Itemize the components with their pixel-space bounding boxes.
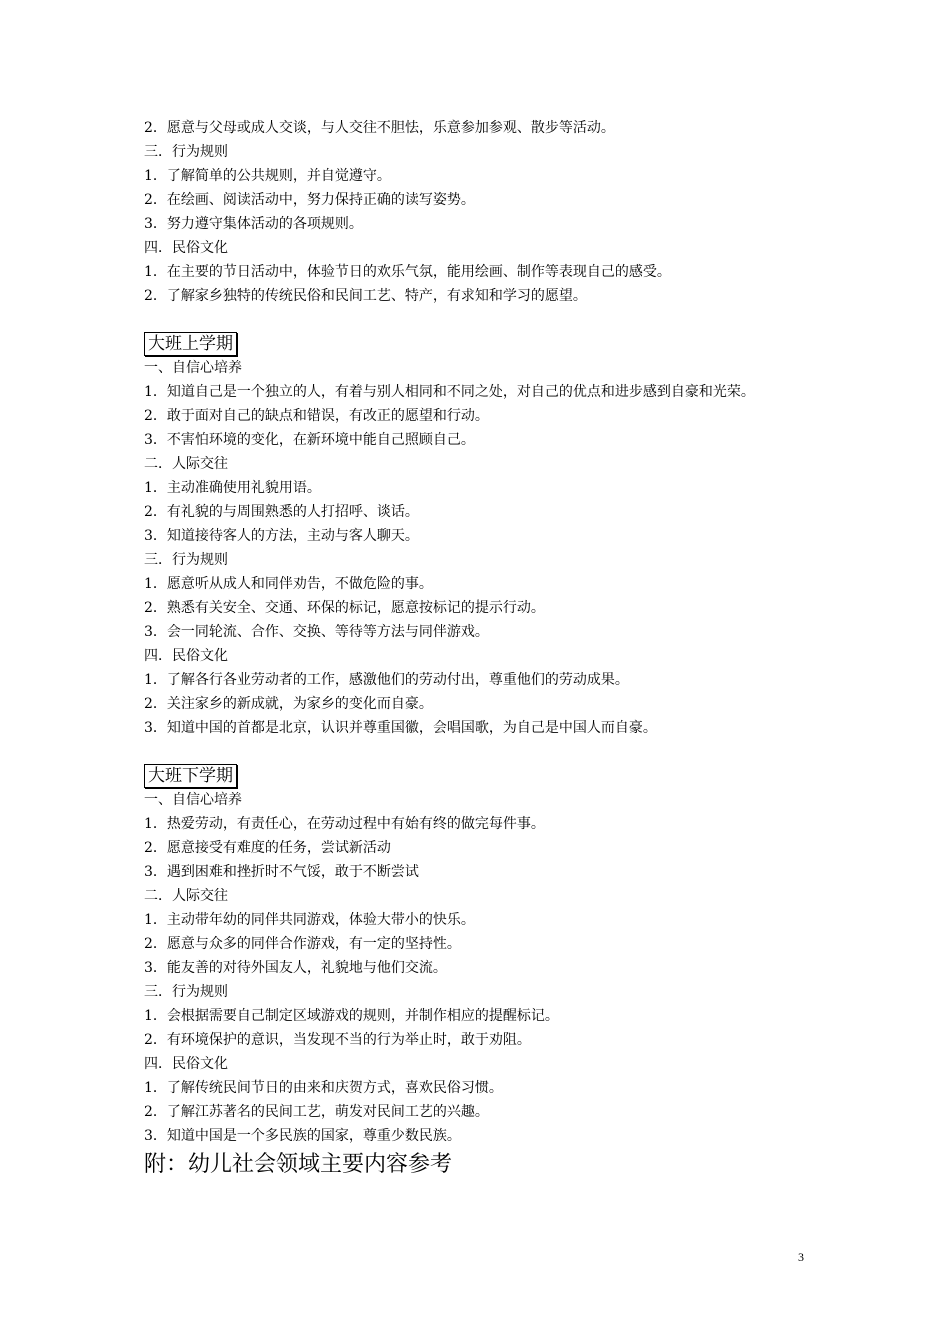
text-line: 1．主动带年幼的同伴共同游戏，体验大带小的快乐。: [144, 912, 475, 928]
text-line: 2．熟悉有关安全、交通、环保的标记，愿意按标记的提示行动。: [144, 600, 545, 616]
page-content: [144, 116, 824, 1182]
text-line: 2．了解家乡独特的传统民俗和民间工艺、特产，有求知和学习的愿望。: [144, 288, 587, 304]
page-number: 3: [798, 1250, 804, 1264]
text-line: 2．有礼貌的与周围熟悉的人打招呼、谈话。: [144, 504, 419, 520]
section-heading: 三．行为规则: [144, 984, 228, 1000]
text-line: 1．热爱劳动，有责任心，在劳动过程中有始有终的做完每件事。: [144, 816, 545, 832]
term-heading-row: [144, 330, 824, 356]
spacer: [144, 740, 824, 762]
text-line: 3．知道接待客人的方法，主动与客人聊天。: [144, 528, 419, 544]
text-line: 1．了解简单的公共规则，并自觉遵守。: [144, 168, 391, 184]
section-heading: 一、自信心培养: [144, 360, 242, 376]
text-line: 1．会根据需要自己制定区域游戏的规则，并制作相应的提醒标记。: [144, 1008, 559, 1024]
text-line: 3．努力遵守集体活动的各项规则。: [144, 216, 363, 232]
text-line: 2．有环境保护的意识，当发现不当的行为举止时，敢于劝阻。: [144, 1032, 531, 1048]
text-line: 3．遇到困难和挫折时不气馁，敢于不断尝试: [144, 864, 419, 880]
section-heading: 一、自信心培养: [144, 792, 242, 808]
spacer: [144, 308, 824, 330]
section-heading: 三．行为规则: [144, 552, 228, 568]
intro-section: [144, 116, 824, 308]
text-line: 3．知道中国的首都是北京，认识并尊重国徽，会唱国歌，为自己是中国人而自豪。: [144, 720, 657, 736]
text-line: 2．敢于面对自己的缺点和错误，有改正的愿望和行动。: [144, 408, 489, 424]
text-line: 3．知道中国是一个多民族的国家，尊重少数民族。: [144, 1128, 461, 1144]
text-line: 3．会一同轮流、合作、交换、等待等方法与同伴游戏。: [144, 624, 489, 640]
text-line: 1．知道自己是一个独立的人，有着与别人相同和不同之处，对自己的优点和进步感到自豪和光荣。: [144, 384, 755, 400]
text-line: 1．主动准确使用礼貌用语。: [144, 480, 321, 496]
text-line: 2．愿意接受有难度的任务，尝试新活动: [144, 840, 391, 856]
text-line: 2．愿意与父母或成人交谈，与人交往不胆怯，乐意参加参观、散步等活动。: [144, 120, 615, 136]
section-heading: 二．人际交往: [144, 888, 228, 904]
text-line: 1．了解各行各业劳动者的工作，感激他们的劳动付出，尊重他们的劳动成果。: [144, 672, 629, 688]
section-heading: 三．行为规则: [144, 144, 228, 160]
text-line: 2．愿意与众多的同伴合作游戏，有一定的坚持性。: [144, 936, 461, 952]
text-line: 1．了解传统民间节日的由来和庆贺方式，喜欢民俗习惯。: [144, 1080, 503, 1096]
text-line: 3．能友善的对待外国友人，礼貌地与他们交流。: [144, 960, 447, 976]
section-heading: 二．人际交往: [144, 456, 228, 472]
text-line: 1．愿意听从成人和同伴劝告，不做危险的事。: [144, 576, 433, 592]
section-heading: 四．民俗文化: [144, 648, 228, 664]
text-line: 2．了解江苏著名的民间工艺，萌发对民间工艺的兴趣。: [144, 1104, 489, 1120]
lower-term-section: [144, 762, 824, 1148]
upper-term-section: [144, 330, 824, 740]
term-heading-lower: 大班下学期: [144, 764, 237, 788]
term-heading-upper: 大班上学期: [144, 332, 237, 356]
text-line: 2．在绘画、阅读活动中，努力保持正确的读写姿势。: [144, 192, 475, 208]
appendix-title: 附：幼儿社会领域主要内容参考: [144, 1152, 453, 1177]
term-heading-row: [144, 762, 824, 788]
section-heading: 四．民俗文化: [144, 240, 228, 256]
section-heading: 四．民俗文化: [144, 1056, 228, 1072]
text-line: 2．关注家乡的新成就，为家乡的变化而自豪。: [144, 696, 433, 712]
text-line: 1．在主要的节日活动中，体验节日的欢乐气氛，能用绘画、制作等表现自己的感受。: [144, 264, 671, 280]
text-line: 3．不害怕环境的变化，在新环境中能自己照顾自己。: [144, 432, 475, 448]
